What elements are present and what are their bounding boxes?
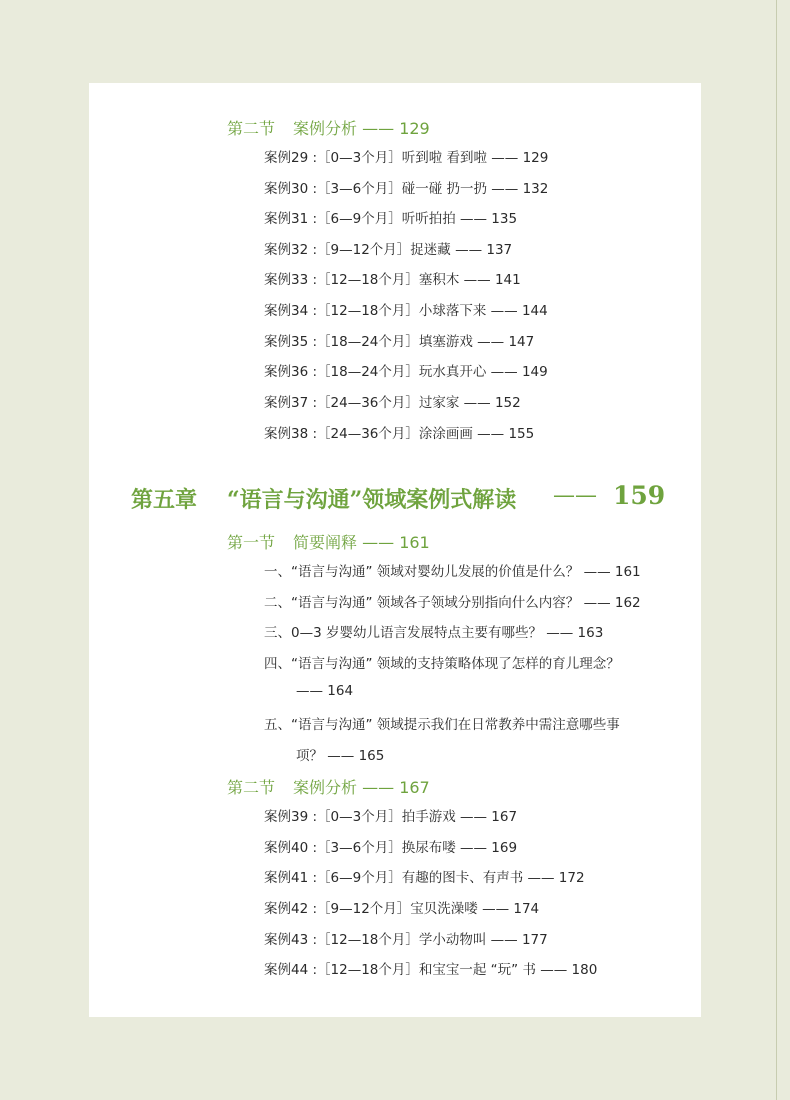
section-label: 第二节	[227, 778, 276, 797]
toc-entry[interactable]: 案例37 :［24—36个月］过家家 —— 152	[264, 395, 521, 411]
toc-entry[interactable]: 案例31 :［6—9个月］听听拍拍 —— 135	[264, 211, 518, 227]
section-title: 简要阐释 —— 161	[293, 533, 430, 552]
toc-entry[interactable]: 四、“语言与沟通” 领域的支持策略体现了怎样的育儿理念？	[264, 656, 620, 672]
chapter-label: 第五章	[131, 487, 198, 513]
toc-entry-continuation[interactable]: 项？ —— 165	[296, 748, 385, 764]
toc-entry-continuation[interactable]: —— 164	[296, 683, 354, 699]
toc-entry[interactable]: 案例42 :［9—12个月］宝贝洗澡喽 —— 174	[264, 901, 540, 917]
section-heading[interactable]	[227, 775, 430, 798]
chapter-page-number: 159	[613, 481, 666, 510]
toc-entry[interactable]: 案例30 :［3—6个月］碰一碰 扔一扔 —— 132	[264, 181, 549, 197]
toc-entry[interactable]: 三、0—3 岁婴幼儿语言发展特点主要有哪些？ —— 163	[264, 625, 604, 641]
toc-entry[interactable]: 案例39 :［0—3个月］拍手游戏 —— 167	[264, 809, 518, 825]
toc-entry[interactable]: 案例36 :［18—24个月］玩水真开心 —— 149	[264, 364, 548, 380]
chapter-title: “语言与沟通”领域案例式解读	[227, 487, 517, 513]
toc-entry[interactable]: 案例35 :［18—24个月］填塞游戏 —— 147	[264, 334, 535, 350]
toc-entry[interactable]: 五、“语言与沟通” 领域提示我们在日常教养中需注意哪些事	[264, 717, 620, 733]
section-label: 第一节	[227, 533, 276, 552]
toc-entry[interactable]: 案例38 :［24—36个月］涂涂画画 —— 155	[264, 426, 535, 442]
section-heading[interactable]	[227, 530, 430, 553]
chapter-heading[interactable]	[131, 481, 666, 513]
section-title: 案例分析 —— 129	[293, 119, 430, 138]
toc-entry[interactable]: 案例41 :［6—9个月］有趣的图卡、有声书 —— 172	[264, 870, 585, 886]
toc-entry[interactable]: 案例44 :［12—18个月］和宝宝一起 “玩” 书 —— 180	[264, 962, 598, 978]
section-heading[interactable]	[227, 116, 430, 139]
chapter-dash: ——	[553, 483, 597, 508]
toc-entry[interactable]: 案例29 :［0—3个月］听到啦 看到啦 —— 129	[264, 150, 549, 166]
toc-entry[interactable]: 案例33 :［12—18个月］塞积木 —— 141	[264, 272, 521, 288]
toc-entry[interactable]: 案例34 :［12—18个月］小球落下来 —— 144	[264, 303, 548, 319]
book-page	[89, 83, 701, 1017]
toc-entry[interactable]: 案例40 :［3—6个月］换尿布喽 —— 169	[264, 840, 518, 856]
section-title: 案例分析 —— 167	[293, 778, 430, 797]
toc-entry[interactable]: 案例32 :［9—12个月］捉迷藏 —— 137	[264, 242, 513, 258]
page-edge-line	[776, 0, 777, 1100]
section-label: 第二节	[227, 119, 276, 138]
toc-entry[interactable]: 案例43 :［12—18个月］学小动物叫 —— 177	[264, 932, 548, 948]
toc-entry[interactable]: 一、“语言与沟通” 领域对婴幼儿发展的价值是什么？ —— 161	[264, 564, 641, 580]
toc-entry[interactable]: 二、“语言与沟通” 领域各子领域分别指向什么内容？ —— 162	[264, 595, 641, 611]
